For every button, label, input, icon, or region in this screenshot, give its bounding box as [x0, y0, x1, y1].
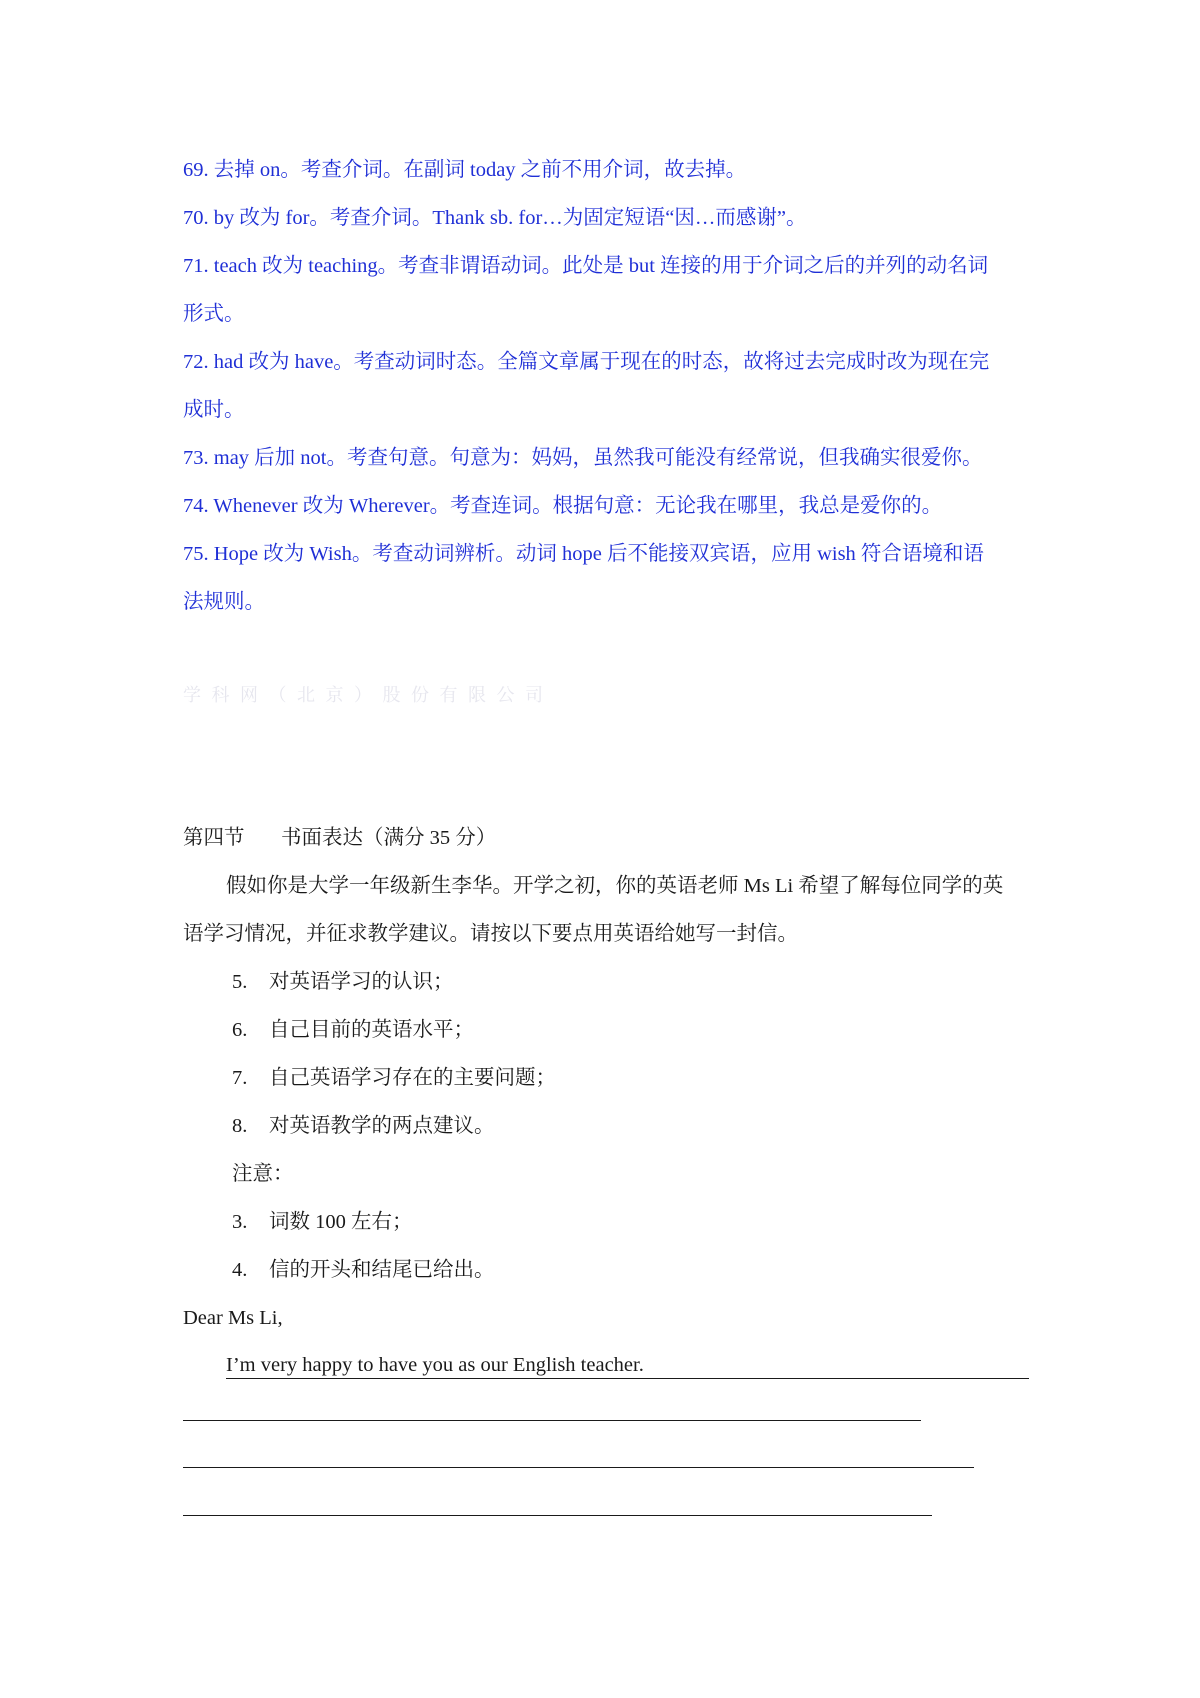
list-item-text: 自己英语学习存在的主要问题； — [269, 1067, 556, 1089]
list-item-number: 3. — [232, 1211, 248, 1233]
list-item-number: 8. — [232, 1115, 248, 1137]
list-item-number: 4. — [232, 1259, 248, 1281]
list-item — [232, 968, 454, 996]
letter-first-line: I’m very happy to have you as our English teacher. — [226, 1352, 1029, 1379]
section-heading — [183, 824, 496, 852]
writing-line — [183, 1467, 974, 1468]
writing-line — [183, 1515, 932, 1516]
note-label: 注意： — [232, 1163, 294, 1185]
answer-line: 成时。 — [183, 399, 245, 421]
answer-line: 73. may 后加 not。考查句意。句意为：妈妈，虽然我可能没有经常说，但我确实很爱你。 — [183, 447, 983, 469]
list-item — [232, 1256, 495, 1284]
section-title: 书面表达（满分 35 分） — [281, 827, 497, 849]
list-item-text: 对英语教学的两点建议。 — [269, 1115, 495, 1137]
list-item-number: 5. — [232, 971, 248, 993]
list-item — [232, 1064, 556, 1092]
prompt-line: 语学习情况，并征求教学建议。请按以下要点用英语给她写一封信。 — [183, 923, 798, 945]
list-item — [232, 1208, 413, 1236]
writing-line — [183, 1420, 921, 1421]
list-item-text: 自己目前的英语水平； — [269, 1019, 474, 1041]
list-item-number: 7. — [232, 1067, 248, 1089]
watermark: 学 科 网 （ 北 京 ） 股 份 有 限 公 司 — [183, 685, 546, 705]
list-item-number: 6. — [232, 1019, 248, 1041]
answer-line: 72. had 改为 have。考查动词时态。全篇文章属于现在的时态，故将过去完成时改为现在完 — [183, 351, 990, 373]
letter-salutation: Dear Ms Li, — [183, 1307, 283, 1329]
answer-line: 71. teach 改为 teaching。考查非谓语动词。此处是 but 连接的用于介词之后的并列的动名词 — [183, 255, 989, 277]
answer-line: 法规则。 — [183, 591, 265, 613]
list-item — [232, 1016, 474, 1044]
answer-line: 74. Whenever 改为 Wherever。考查连词。根据句意：无论我在哪里，我总是爱你的。 — [183, 495, 943, 517]
answer-line: 69. 去掉 on。考查介词。在副词 today 之前不用介词，故去掉。 — [183, 159, 747, 181]
prompt-line: 假如你是大学一年级新生李华。开学之初，你的英语老师 Ms Li 希望了解每位同学的英 — [226, 875, 1004, 897]
answer-line: 75. Hope 改为 Wish。考查动词辨析。动词 hope 后不能接双宾语，应用 wish 符合语境和语 — [183, 543, 984, 565]
list-item-text: 词数 100 左右； — [269, 1211, 413, 1233]
list-item-text: 对英语学习的认识； — [269, 971, 454, 993]
section-number: 第四节 — [183, 827, 245, 849]
answer-line: 70. by 改为 for。考查介词。Thank sb. for…为固定短语“因…而感谢”。 — [183, 207, 807, 229]
list-item — [232, 1112, 495, 1140]
list-item-text: 信的开头和结尾已给出。 — [269, 1259, 495, 1281]
answer-line: 形式。 — [183, 303, 245, 325]
